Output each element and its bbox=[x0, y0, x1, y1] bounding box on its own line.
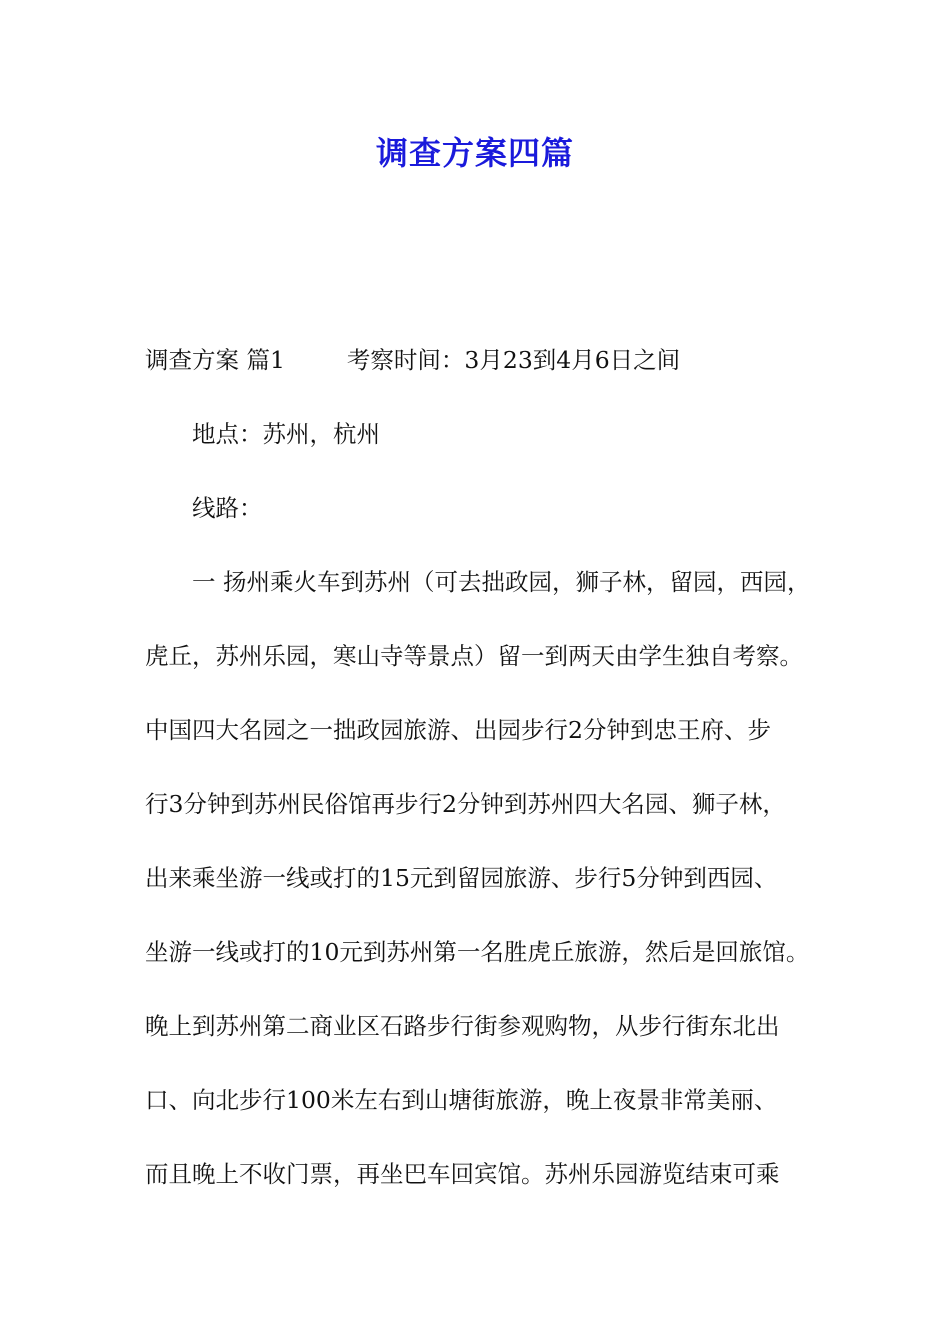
paragraph-line: 晚上到苏州第二商业区石路步行街参观购物，从步行街东北出 bbox=[145, 1012, 780, 1040]
section-heading: 调查方案 篇1 bbox=[145, 346, 285, 374]
paragraph-line: 口、向北步行100米左右到山塘街旅游，晚上夜景非常美丽、 bbox=[145, 1086, 778, 1114]
paragraph-line: 行3分钟到苏州民俗馆再步行2分钟到苏州四大名园、狮子林， bbox=[145, 790, 786, 818]
paragraph-line: 坐游一线或打的10元到苏州第一名胜虎丘旅游，然后是回旅馆。 bbox=[145, 938, 810, 966]
paragraph-line: 中国四大名园之一拙政园旅游、出园步行2分钟到忠王府、步 bbox=[145, 716, 771, 744]
paragraph-line: 地点：苏州，杭州 bbox=[192, 420, 380, 448]
paragraph-line: 一 扬州乘火车到苏州（可去拙政园，狮子林，留园，西园， bbox=[192, 568, 811, 596]
document-title: 调查方案四篇 bbox=[375, 134, 574, 172]
paragraph-line: 而且晚上不收门票，再坐巴车回宾馆。苏州乐园游览结束可乘 bbox=[145, 1160, 780, 1188]
paragraph-line: 出来乘坐游一线或打的15元到留园旅游、步行5分钟到西园、 bbox=[145, 864, 778, 892]
paragraph-line-heading bbox=[145, 334, 835, 408]
paragraph-line: 虎丘，苏州乐园，寒山寺等景点）留一到两天由学生独自考察。 bbox=[145, 642, 803, 670]
paragraph-line: 线路： bbox=[192, 494, 263, 522]
document-body bbox=[145, 334, 835, 1222]
survey-time: 考察时间：3月23到4月6日之间 bbox=[346, 346, 681, 374]
